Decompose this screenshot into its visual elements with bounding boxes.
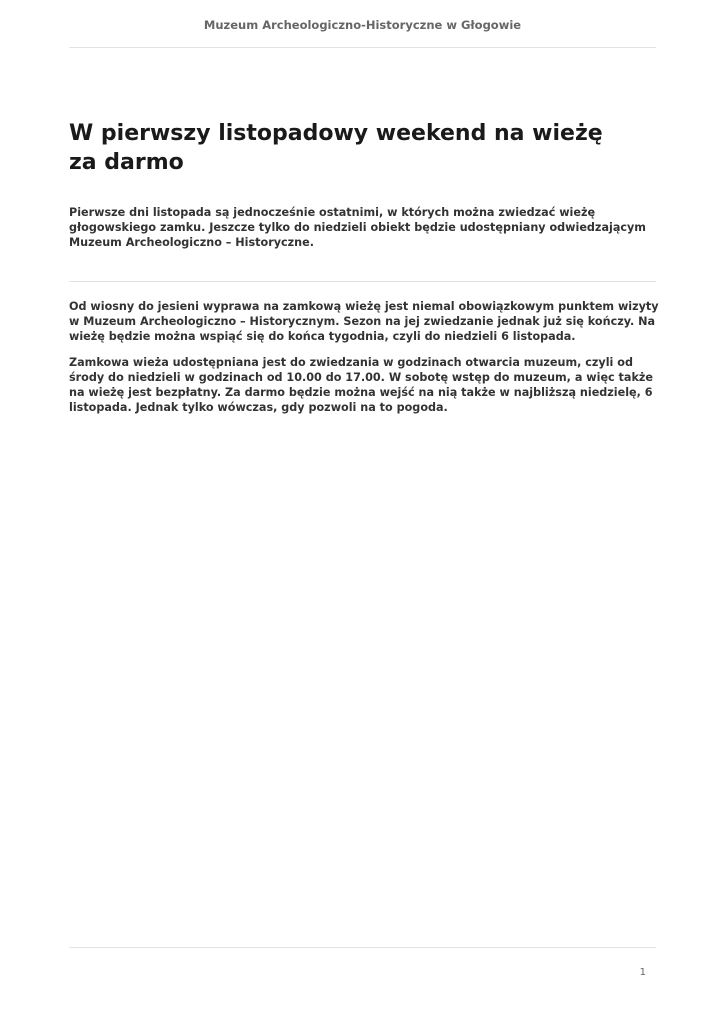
page-header-site-name: Muzeum Archeologiczno-Historyczne w Głogowie xyxy=(203,18,522,32)
footer-divider xyxy=(69,947,656,948)
article-body xyxy=(69,299,659,426)
article-title: W pierwszy listopadowy weekend na wieżę za darmo xyxy=(69,121,603,175)
header-divider xyxy=(69,47,656,48)
article-lead: Pierwsze dni listopada są jednocześnie ostatnimi, w których można zwiedzać wieżę głogowskiego zamku. Jeszcze tylko do niedzieli obiekt będzie udostępniany odwiedzającym Muzeum Archeologiczno – Historyczne. xyxy=(69,206,646,249)
article-paragraph-2: Zamkowa wieża udostępniana jest do zwiedzania w godzinach otwarcia muzeum, czyli od środy do niedzieli w godzinach od 10.00 do 17.00. W sobotę wstęp do muzeum, a więc także na wieżę jest bezpłatny. Za darmo będzie można wejść na nią także w najbliższą niedzielę, 6 listopada. Jednak tylko wówczas, gdy pozwoli na to pogoda. xyxy=(69,356,653,414)
article-paragraph-1: Od wiosny do jesieni wyprawa na zamkową wieżę jest niemal obowiązkowym punktem wizyty w Muzeum Archeologiczno – Historycznym. Sezon na jej zwiedzanie jednak już się kończy. Na wieżę będzie można wspiąć się do końca tygodnia, czyli do niedzieli 6 listopada. xyxy=(69,300,659,343)
page-number: 1 xyxy=(639,967,646,978)
lead-divider xyxy=(69,281,656,282)
